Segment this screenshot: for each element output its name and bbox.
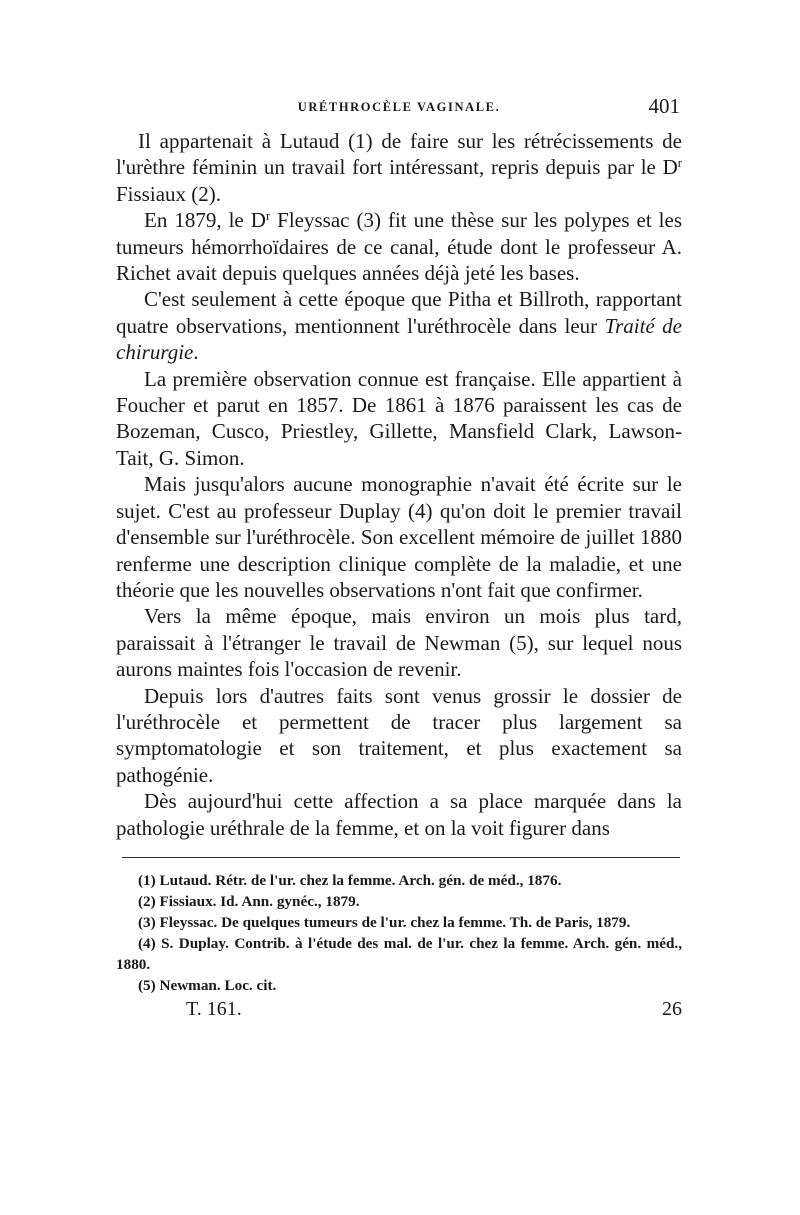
footnote-divider: [122, 857, 680, 858]
printer-signature: T. 161.: [186, 997, 242, 1020]
paragraph-3: [116, 286, 682, 365]
paragraph-2-text-b: Fleyssac (3) fit une thèse sur les polypes et les tumeurs hémorrhoïdaires de ce canal, étude dont le professeur A. Richet avait depuis quelques années déjà jeté les bases.: [116, 208, 682, 286]
paragraph-3-text-a: C'est seulement à cette époque que Pitha et Billroth, rapportant quatre observations, mentionnent l'uréthrocèle dans leur: [116, 287, 682, 338]
book-page: [116, 96, 682, 1026]
signature-line: [116, 998, 682, 1026]
footnote-2: (2) Fissiaux. Id. Ann. gynéc., 1879.: [138, 892, 360, 910]
paragraph-1: [116, 128, 682, 207]
book-title-italic: Traité de chirurgie: [116, 313, 683, 365]
paragraph-3-text-b: .: [193, 340, 199, 365]
footnotes: [116, 870, 682, 996]
body-text: [116, 128, 682, 841]
paragraph-2: [116, 207, 682, 286]
footnote-1: (1) Lutaud. Rétr. de l'ur. chez la femme. Arch. gén. de méd., 1876.: [138, 871, 562, 889]
footnote-5: (5) Newman. Loc. cit.: [138, 976, 277, 994]
paragraph-6: Vers la même époque, mais environ un mois plus tard, paraissait à l'étranger le travail de Newman (5), sur lequel nous aurons maintes fois l'occasion de revenir.: [116, 604, 682, 682]
paragraph-2-superscript: r: [265, 209, 271, 224]
footnote-3: (3) Fleyssac. De quelques tumeurs de l'ur. chez la femme. Th. de Paris, 1879.: [138, 913, 631, 931]
page-number: 401: [648, 94, 680, 118]
footnote-4: (4) S. Duplay. Contrib. à l'étude des mal. de l'ur. chez la femme. Arch. gén. méd., 1880.: [116, 934, 682, 973]
running-head: [116, 96, 682, 128]
paragraph-5: Mais jusqu'alors aucune monographie n'avait été écrite sur le sujet. C'est au professeur Duplay (4) qu'on doit le premier travail d'ensemble sur l'uréthrocèle. Son excellent mémoire de juillet 1880 renferme une description clinique complète de la maladie, et une théorie que les nouvelles observations n'ont fait que confirmer.: [116, 472, 682, 602]
paragraph-2-text-a: En 1879, le D: [144, 208, 266, 233]
paragraph-1-text-a: Il appartenait à Lutaud (1) de faire sur les rétrécissements de l'urèthre féminin un travail fort intéressant, repris depuis par le D: [116, 129, 682, 180]
paragraph-1-text-b: Fissiaux (2).: [116, 181, 221, 206]
paragraph-8: Dès aujourd'hui cette affection a sa place marquée dans la pathologie uréthrale de la femme, et on la voit figurer dans: [116, 789, 682, 840]
paragraph-1-superscript: r: [677, 156, 682, 171]
paragraph-7: Depuis lors d'autres faits sont venus grossir le dossier de l'uréthrocèle et permettent de tracer plus largement sa symptomatologie et son traitement, et plus exactement sa pathogénie.: [116, 683, 682, 787]
sheet-number: 26: [662, 997, 682, 1020]
running-title: URÉTHROCÈLE VAGINALE.: [297, 100, 501, 114]
paragraph-4: La première observation connue est française. Elle appartient à Foucher et parut en 1857. De 1861 à 1876 paraissent les cas de Bozeman, Cusco, Priestley, Gillette, Mansfield Clark, Lawson-Tait, G. Simon.: [116, 366, 682, 470]
